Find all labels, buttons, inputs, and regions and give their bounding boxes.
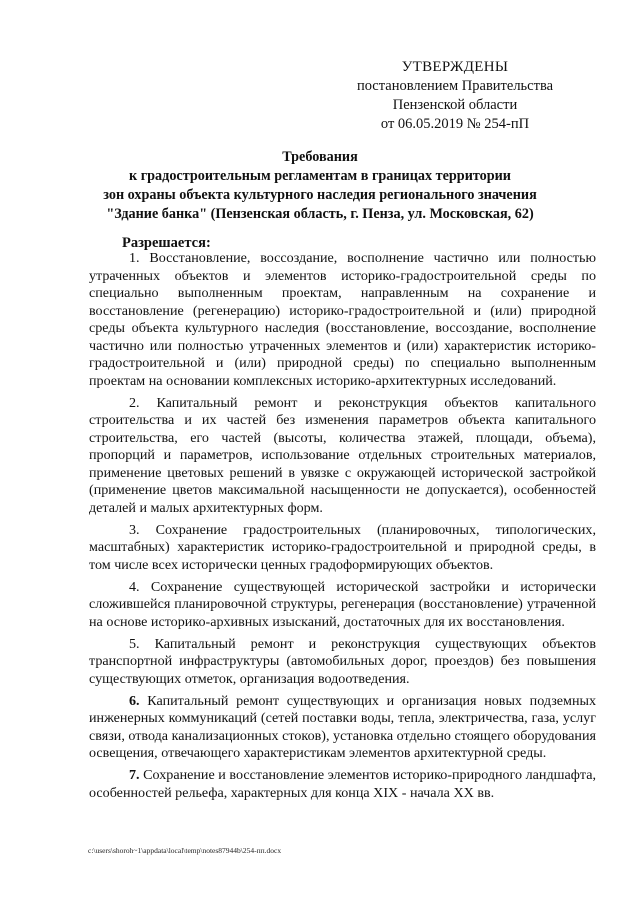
title-line: "Здание банка" (Пензенская область, г. Пенза, ул. Московская, 62) bbox=[106, 206, 534, 222]
list-item bbox=[89, 395, 596, 518]
requirements-list bbox=[89, 250, 596, 807]
item-number: 3. bbox=[129, 521, 140, 538]
list-item bbox=[89, 522, 596, 575]
item-text: Капитальный ремонт и реконструкция объектов капитального строительства и их частей без изменения параметров объекта капитального строительства, его частей (высоты, количества этажей, площади, объема), пропорций и параметров, использование отдельных строительных материалов, применение цветовых решений в увязке с окружающей исторической застройкой (применение цветов максимальной насыщенности не допускается), особенностей деталей и малых архитектурных форм. bbox=[89, 394, 596, 516]
file-path-footer: c:\users\shoroh~1\appdata\local\temp\notes87944b\254-пп.docx bbox=[88, 846, 282, 855]
approval-heading: УТВЕРЖДЕНЫ bbox=[401, 59, 509, 75]
item-text: Сохранение градостроительных (планировочных, типологических, масштабных) характеристик историко-градостроительной и природной среды, в том числе всех исторически ценных градоформирующих объектов. bbox=[89, 521, 596, 573]
list-item bbox=[89, 693, 596, 763]
title-line: Требования bbox=[282, 149, 358, 165]
title-line: зон охраны объекта культурного наследия регионального значения bbox=[103, 187, 537, 203]
item-number: 4. bbox=[129, 578, 140, 595]
list-item bbox=[89, 250, 596, 390]
item-text: Восстановление, воссоздание, восполнение частично или полностью утраченных объектов и элементов историко-градостроительной среды по специально выполненным проектам, направленным на сохранение и восстановление (регенерацию) историко-градостроительной и (или) природной среды объекта культурного наследия (восстановление, воссоздание, восполнение частично или полностью утраченных элементов и (или) характеристик историко-градостроительной и (или) природной среды) по специально выполненным проектам на основании комплексных историко-архитектурных исследований. bbox=[89, 250, 596, 389]
allowed-heading: Разрешается: bbox=[122, 235, 211, 251]
item-text: Капитальный ремонт существующих и организация новых подземных инженерных коммуникаций (сетей поставки воды, тепла, электричества, газа, услуг связи, отвода канализационных стоков), установка отдельно стоящего оборудования освещения, отвечающего характеристикам элементов архитектурной среды. bbox=[89, 692, 596, 761]
item-number: 6. bbox=[129, 692, 140, 709]
approval-line: Пензенской области bbox=[392, 97, 518, 113]
approval-date: от 06.05.2019 № 254-пП bbox=[380, 116, 530, 132]
title-line: к градостроительным регламентам в границах территории bbox=[129, 168, 511, 184]
approval-block bbox=[330, 58, 580, 134]
list-item bbox=[89, 636, 596, 689]
approval-line: постановлением Правительства bbox=[356, 78, 554, 94]
document-title bbox=[40, 148, 600, 224]
list-item bbox=[89, 767, 596, 802]
item-number: 5. bbox=[129, 635, 140, 652]
item-text: Капитальный ремонт и реконструкция существующих объектов транспортной инфраструктуры (автомобильных дорог, проездов) без повышения существующих отметок, организация водоотведения. bbox=[89, 635, 596, 687]
item-number: 7. bbox=[129, 767, 140, 783]
item-number: 1. bbox=[129, 250, 140, 266]
item-number: 2. bbox=[129, 394, 140, 411]
list-item bbox=[89, 579, 596, 632]
item-text: Сохранение существующей исторической застройки и исторически сложившейся планировочной структуры, регенерация (восстановление) утраченной на основе историко-архивных изысканий, достаточных для их восстановления. bbox=[89, 578, 596, 630]
item-text: Сохранение и восстановление элементов историко-природного ландшафта, особенностей рельефа, характерных для конца XIX - начала XX вв. bbox=[89, 767, 596, 801]
